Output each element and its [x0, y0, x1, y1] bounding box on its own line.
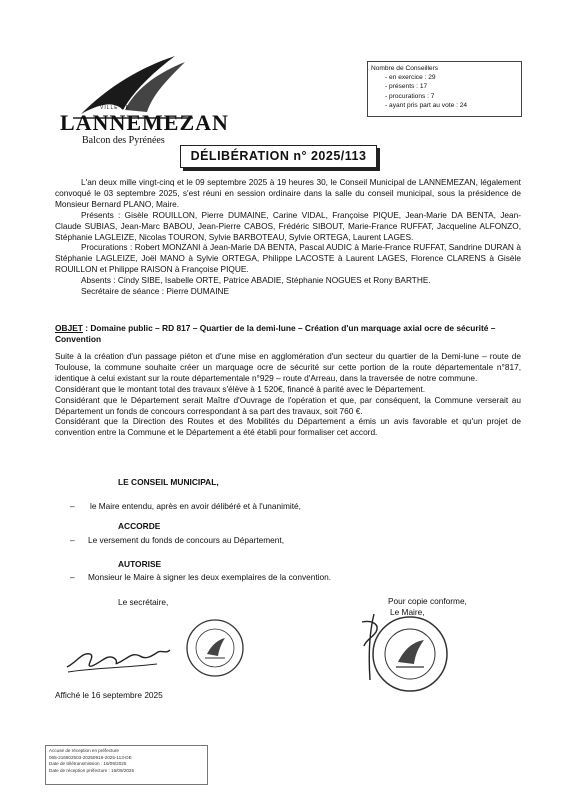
city-stamp-left [185, 618, 245, 678]
counts-presents: - présents : 17 [385, 83, 428, 91]
logo-city-name: LANNEMEZAN [60, 110, 229, 135]
counts-en-exercice: - en exercice : 29 [385, 74, 436, 82]
presents-list: Présents : Gisèle ROUILLON, Pierre DUMAINE, Carine VIDAL, Françoise PIQUE, Jean-Marie DA BENTA, Jean-Claude SUBIAS, Jean-Marc BABOU, Jean-Pierre CABOS, Frédéric SIBOUT, Marie-France RUFFAT, Jacqueline ALFONZO, Stéphanie LAGLEIZE, Nicolas TOURON, Sylvie BARBOTEAU, Sylvie ORTEGA, Laurent LAGES. [55, 209, 521, 242]
deliberation-title: DÉLIBÉRATION n° 2025/113 [180, 145, 377, 168]
conseil-heading: LE CONSEIL MUNICIPAL, [118, 477, 219, 487]
receipt-line-4: Date de réception préfecture : 16/09/2025 [49, 767, 135, 773]
secretary-signature [62, 632, 177, 677]
objet-line [55, 323, 521, 345]
prefecture-receipt-box [45, 745, 208, 785]
councillor-counts-box [367, 61, 522, 117]
accorde-heading: ACCORDE [118, 521, 161, 531]
signer-text: Monsieur le Maire à signer les deux exemplaires de la convention. [88, 572, 332, 582]
entendu-line: – le Maire entendu, après en avoir délibéré et à l'unanimité, [70, 501, 301, 511]
receipt-line-1: Accusé de réception en préfecture [49, 748, 119, 753]
counts-title: Nombre de Conseillers [371, 65, 439, 72]
entendu-text: le Maire entendu, après en avoir délibéré et à l'unanimité, [90, 501, 301, 511]
counts-votants: - ayant pris part au vote : 24 [385, 101, 468, 109]
logo-ville-text: VILLE DE [100, 105, 130, 111]
city-stamp-right [370, 614, 450, 694]
body-paragraph-2: Considérant que le montant total des travaux s'élève à 1 520€, financé à parité avec le Département. [55, 383, 426, 394]
versement-text: Le versement du fonds de concours au Département, [88, 535, 285, 545]
objet-text: : Domaine public – RD 817 – Quartier de la demi-lune – Création d'un marquage axial ocre de sécurité – Convention [55, 323, 496, 344]
receipt-line-3: Date de télétransmission : 16/09/2025 [49, 761, 127, 766]
secretaire-label: Le secrétaire, [118, 597, 169, 607]
absents-list: Absents : Cindy SIBE, Isabelle ORTE, Patrice ABADIE, Stéphanie NOGUES et Rony BARTHE. [81, 275, 431, 286]
intro-block [55, 177, 521, 297]
autorise-heading: AUTORISE [118, 559, 162, 569]
counts-procurations: - procurations : 7 [385, 92, 435, 100]
maire-label: Le Maire, [390, 607, 425, 617]
receipt-line-2: 065-216502503-20250916-2025-113-DE [49, 754, 132, 760]
objet-label: OBJET [55, 323, 83, 333]
intro-paragraph: L'an deux mille vingt-cinq et le 09 septembre 2025 à 19 heures 30, le Conseil Municipal de LANNEMEZAN, légalement convoqué le 03 septembre 2025, s'est réuni en session ordinaire dans la salle du conseil municipal, sous la présidence de Monsieur Bernard PLANO, Maire. [55, 177, 521, 209]
affiche-date: Affiché le 16 septembre 2025 [55, 690, 163, 700]
logo-tagline: Balcon des Pyrénées [82, 135, 165, 146]
versement-line: – Le versement du fonds de concours au Département, [70, 535, 285, 545]
signer-line: – Monsieur le Maire à signer les deux exemplaires de la convention. [70, 572, 332, 582]
body-paragraph-1: Suite à la création d'un passage piéton et d'une mise en agglomération d'un secteur du quartier de la Demi-lune – route de Toulouse, la commune souhaite créer un marquage ocre de sécurité sur cette portion de la route départementale n°817, identique à celui existant sur la route départementale n°929 – route d'Arreau, dans la traversée de notre commune. [55, 351, 521, 383]
body-paragraph-4: Considérant que la Direction des Routes et des Mobilités du Département a émis un avis favorable et qu'un projet de convention entre la Commune et le Département a été établi pour formaliser cet accord. [55, 416, 521, 438]
procurations-list: Procurations : Robert MONZANI à Jean-Marie DA BENTA, Pascal AUDIC à Marie-France RUFFAT, Sandrine DURAN à Stéphanie LAGLEIZE, Joël MANO à Sylvie ORTEGA, Philippe LACOSTE à Laurent LAGES, Florence CLARENS à Gisèle ROUILLON et Philippe RAISON à Françoise PIQUE. [55, 242, 521, 275]
copie-label: Pour copie conforme, [388, 596, 467, 606]
body-block [55, 351, 521, 438]
body-paragraph-3: Considérant que le Département serait Maître d'Ouvrage de l'opération et que, par conséquent, la Commune verserait au Département un fonds de concours correspondant à sa part des travaux, soit 760 €. [55, 394, 521, 416]
secretaire-seance: Secrétaire de séance : Pierre DUMAINE [81, 286, 230, 297]
